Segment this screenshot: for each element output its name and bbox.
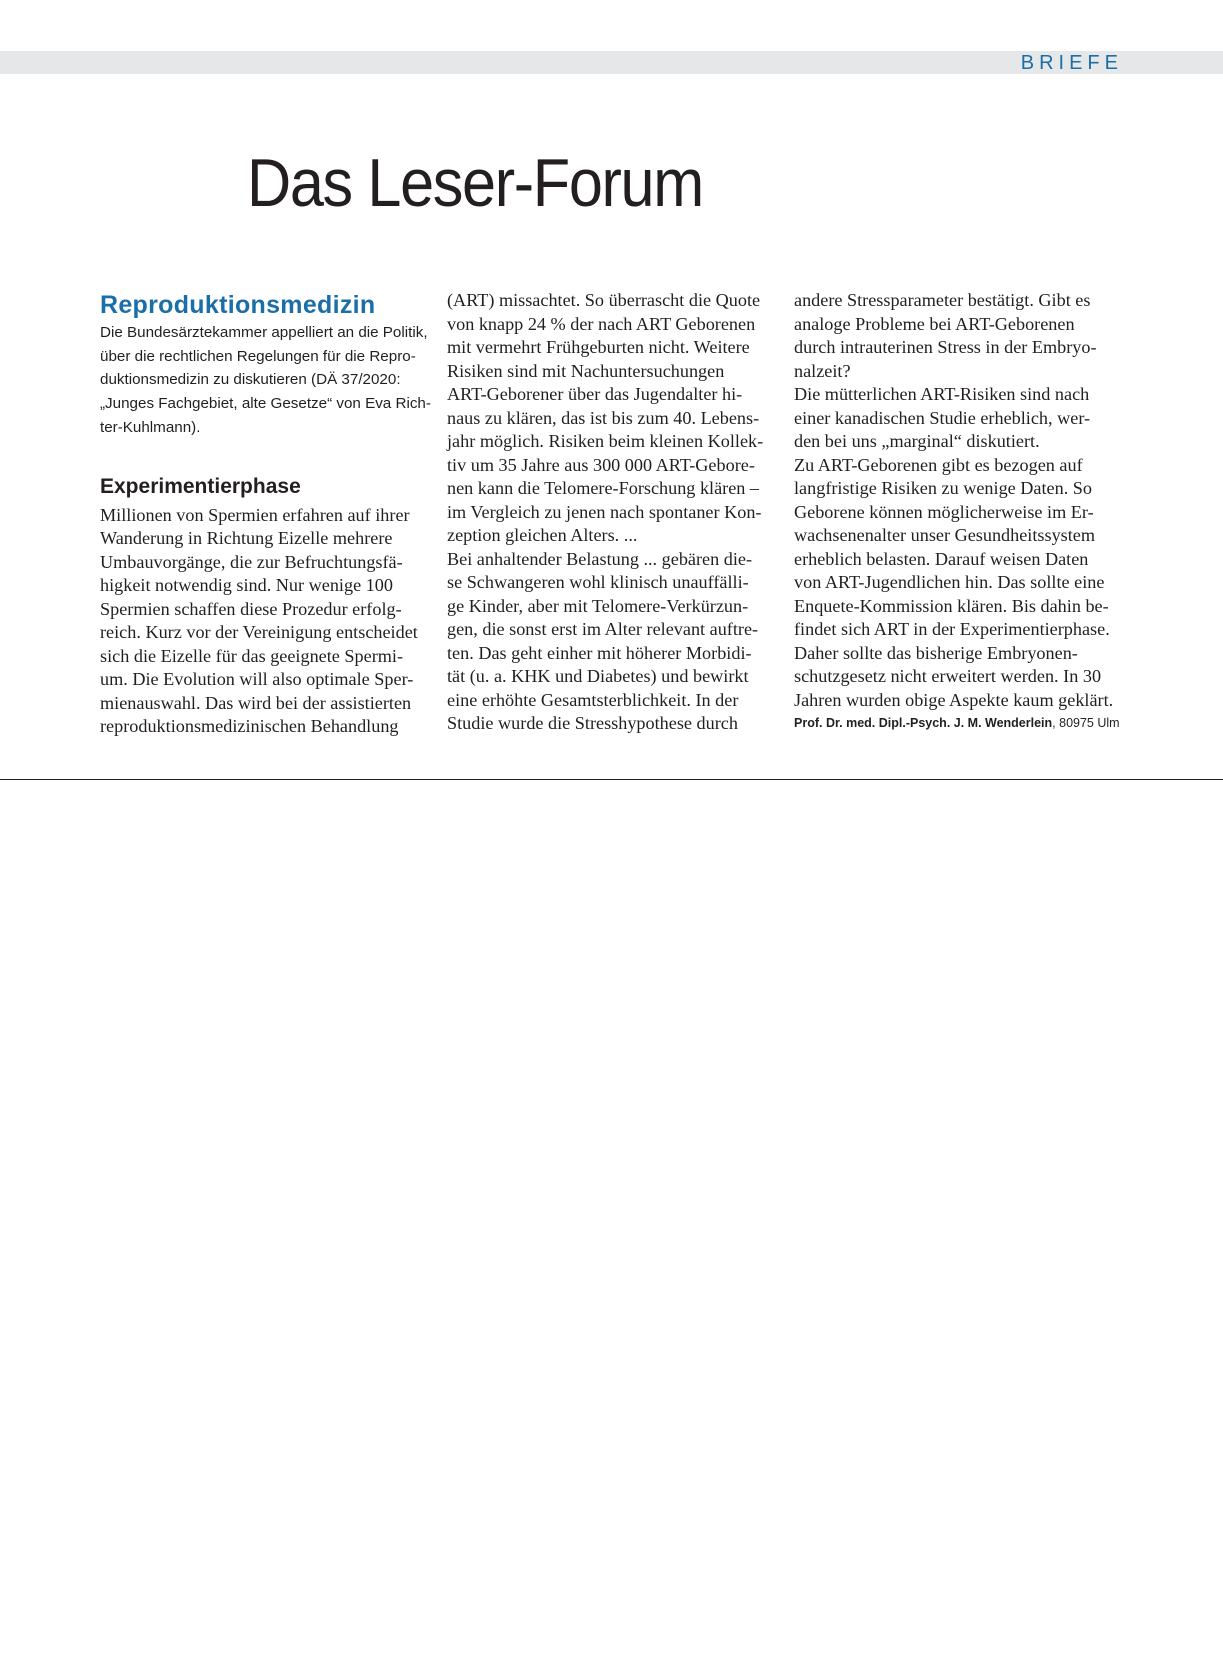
text-line: tiv um 35 Jahre aus 300 000 ART-Gebore- [447, 454, 755, 475]
text-line: reproduktionsmedizinischen Behandlung [100, 716, 399, 737]
text-line: higkeit notwendig sind. Nur wenige 100 [100, 575, 393, 596]
text-line: über die rechtlichen Regelungen für die Repro- [100, 347, 416, 365]
text-line: Jahren wurden obige Aspekte kaum geklärt. [794, 689, 1114, 710]
text-line: findet sich ART in der Experimentierphase. [794, 619, 1110, 639]
text-line: Studie wurde die Stresshypothese durch [447, 713, 738, 733]
text-line: Zu ART-Geborenen gibt es bezogen auf [794, 454, 1083, 475]
text-line: ge Kinder, aber mit Telomere-Verkürzun- [447, 595, 749, 616]
column-1 [100, 288, 438, 739]
text-line: naus zu klären, das ist bis zum 40. Lebens- [447, 407, 760, 428]
text-line: duktionsmedizin zu diskutieren (DÄ 37/2020: [100, 371, 401, 389]
column-3 [794, 289, 1132, 735]
text-line: sich die Eizelle für das geeignete Spermi- [100, 645, 404, 666]
text-line: Spermien schaffen diese Prozedur erfolg- [100, 598, 402, 619]
text-line: jahr möglich. Risiken beim kleinen Kollek- [447, 431, 764, 451]
text-line: Wanderung in Richtung Eizelle mehrere [100, 528, 393, 549]
text-line: zeption gleichen Alters. ... [447, 525, 638, 545]
text-line: analoge Probleme bei ART-Geborenen [794, 313, 1075, 334]
text-line: den bei uns „marginal“ diskutiert. [794, 431, 1040, 451]
text-line: Umbauvorgänge, die zur Befruchtungsfä- [100, 551, 403, 572]
column-2 [447, 289, 785, 736]
letter-signature [794, 712, 1132, 735]
text-line: mienauswahl. Das wird bei der assistierten [100, 692, 412, 713]
text-line: Geborene können möglicherweise im Er- [794, 501, 1094, 522]
text-line: reich. Kurz vor der Vereinigung entscheidet [100, 622, 418, 643]
text-line: Risiken sind mit Nachuntersuchungen [447, 360, 725, 381]
text-line: andere Stressparameter bestätigt. Gibt es [794, 290, 1091, 310]
text-line: erheblich belasten. Darauf weisen Daten [794, 548, 1089, 569]
text-line: im Vergleich zu jenen nach spontaner Kon- [447, 501, 762, 522]
letter-body-column-3 [794, 289, 1132, 712]
text-line: tät (u. a. KHK und Diabetes) und bewirkt [447, 666, 749, 686]
text-line: eine erhöhte Gesamtsterblichkeit. In der [447, 689, 739, 710]
text-line: „Junges Fachgebiet, alte Gesetze“ von Eva Rich- [100, 395, 431, 413]
article-intro [100, 321, 438, 440]
text-line: einer kanadischen Studie erheblich, wer- [794, 407, 1091, 428]
text-line: ter-Kuhlmann). [100, 418, 201, 436]
text-line: um. Die Evolution will also optimale Sper- [100, 669, 414, 690]
text-line: Die Bundesärztekammer appelliert an die Politik, [100, 324, 428, 341]
text-line: Millionen von Spermien erfahren auf ihrer [100, 504, 410, 525]
text-line: von ART-Jugendlichen hin. Das sollte eine [794, 572, 1105, 592]
letter-body-column-1 [100, 504, 438, 739]
text-line: nen kann die Telomere-Forschung klären – [447, 478, 760, 498]
letter-body-column-2 [447, 289, 785, 736]
text-line: langfristige Risiken zu wenige Daten. So [794, 478, 1093, 498]
topic-heading: Reproduktionsmedizin [100, 291, 376, 319]
text-line: gen, die sonst erst im Alter relevant auftre- [447, 619, 759, 639]
page-title: Das Leser-Forum [247, 145, 703, 221]
text-line: wachsenenalter unser Gesundheitssystem [794, 525, 1096, 545]
bottom-rule [0, 779, 1223, 780]
letter-heading: Experimentierphase [100, 474, 301, 498]
text-line: Bei anhaltender Belastung ... gebären die- [447, 548, 753, 569]
text-line: ten. Das geht einher mit höherer Morbidi- [447, 642, 752, 663]
signature-location: , 80975 Ulm [1052, 716, 1120, 730]
section-label: BRIEFE [1020, 52, 1123, 74]
text-line: durch intrauterinen Stress in der Embryo- [794, 337, 1097, 357]
text-line: Daher sollte das bisherige Embryonen- [794, 642, 1078, 663]
text-line: nalzeit? [794, 360, 851, 381]
text-line: mit vermehrt Frühgeburten nicht. Weitere [447, 337, 750, 357]
text-line: von knapp 24 % der nach ART Geborenen [447, 313, 756, 334]
text-line: ART-Geborener über das Jugendalter hi- [447, 384, 743, 404]
text-line: Enquete-Kommission klären. Bis dahin be- [794, 595, 1109, 616]
text-line: Die mütterlichen ART-Risiken sind nach [794, 384, 1090, 404]
text-line: schutzgesetz nicht erweitert werden. In 30 [794, 666, 1102, 686]
signature-author: Prof. Dr. med. Dipl.-Psych. J. M. Wenderlein [794, 716, 1053, 730]
text-line: (ART) missachtet. So überrascht die Quote [447, 290, 761, 310]
text-line: se Schwangeren wohl klinisch unauffälli- [447, 572, 749, 592]
